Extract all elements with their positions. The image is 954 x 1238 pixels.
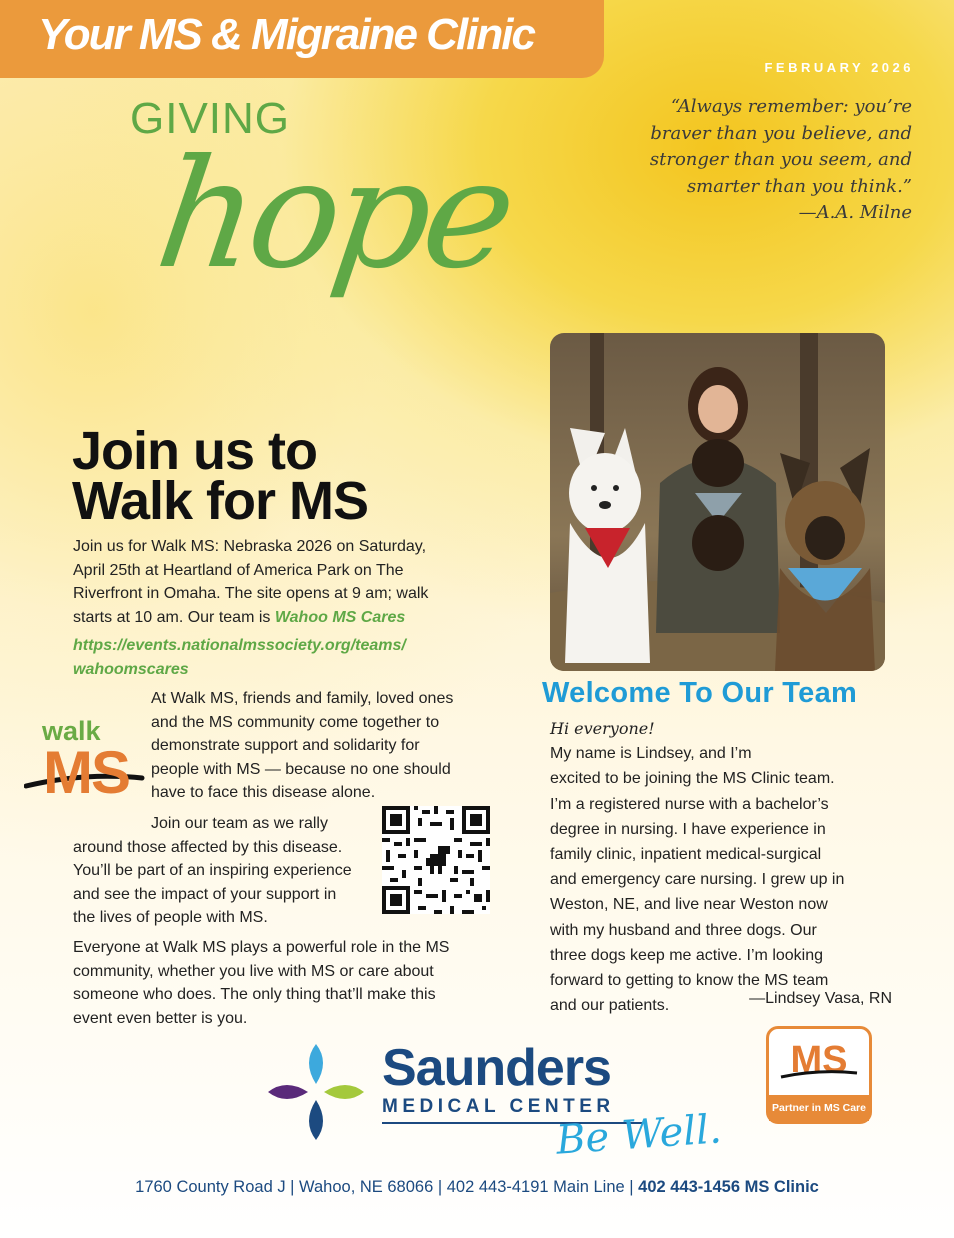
bio-line: three dogs keep me active. I’m looking xyxy=(550,946,824,964)
quote-block xyxy=(612,94,912,227)
quote-line: “Always remember: you’re xyxy=(670,96,912,117)
paragraph-line: the lives of people with MS. xyxy=(73,909,268,926)
url-line: wahoomscares xyxy=(73,660,189,678)
walk-paragraph xyxy=(151,687,453,805)
footer-contact xyxy=(0,1178,954,1197)
walk-headline xyxy=(72,421,369,531)
walk-logo-ms: MS xyxy=(43,739,129,806)
bio-line: and our patients. xyxy=(550,997,670,1015)
bio-line: excited to be joining the MS Clinic team. xyxy=(550,770,835,788)
be-well-tagline: Be Well. xyxy=(554,1106,724,1164)
intro-line: April 25th at Heartland of America Park on The xyxy=(73,561,404,579)
quote-line: braver than you believe, and xyxy=(650,122,912,144)
welcome-heading: Welcome To Our Team xyxy=(542,677,858,709)
paragraph-line: and see the impact of your support in xyxy=(73,885,337,903)
headline-line: Walk for MS xyxy=(72,471,369,531)
partner-ms-logo: MS xyxy=(790,1039,848,1081)
paragraph-line: You’ll be part of an inspiring experience xyxy=(73,862,352,879)
paragraph-line: demonstrate support and solidarity for xyxy=(151,737,420,754)
bio-line xyxy=(550,716,844,766)
footer-address: 1760 County Road J | Wahoo, NE 68066 | 402 443-4191 Main Line | xyxy=(135,1178,639,1196)
paragraph-line: community, whether you live with MS or care about xyxy=(73,962,434,980)
bio-line: Weston, NE, and live near Weston now xyxy=(550,896,828,914)
bio-line: family clinic, inpatient medical-surgical xyxy=(550,846,822,864)
closing-paragraph xyxy=(73,936,449,1030)
saunders-name: Saunders xyxy=(382,1039,611,1097)
footer-clinic-phone[interactable]: 402 443-1456 MS Clinic xyxy=(638,1178,819,1196)
bio-line: I’m a registered nurse with a bachelor’s xyxy=(550,795,829,813)
qr-code-icon[interactable] xyxy=(382,806,490,914)
intro-line xyxy=(73,606,473,630)
bio-line: and emergency care nursing. I grew up in xyxy=(550,871,845,889)
saunders-logo-icon xyxy=(264,1040,368,1144)
bio-signature: —Lindsey Vasa, RN xyxy=(749,990,892,1007)
paragraph-line: around those affected by this disease. xyxy=(73,838,343,856)
paragraph-line: someone who does. The only thing that’ll make this xyxy=(73,986,436,1003)
intro-line: Join us for Walk MS: Nebraska 2026 on Saturday, xyxy=(73,538,427,555)
url-line: https://events.nationalmssociety.org/teams/ xyxy=(73,637,406,654)
team-url-link[interactable] xyxy=(73,634,406,681)
saunders-wordmark xyxy=(382,1039,615,1118)
quote-line: stronger than you seem, and xyxy=(649,149,912,170)
paragraph-line: Join our team as we rally xyxy=(151,815,328,832)
partner-label: Partner in MS Care xyxy=(769,1095,869,1121)
bio-greeting: Hi everyone! xyxy=(550,719,655,738)
intro-line: Riverfront in Omaha. The site opens at 9 am; walk xyxy=(73,585,429,602)
bio-paragraph xyxy=(550,716,844,1018)
paragraph-line: event even better is you. xyxy=(73,1009,248,1027)
intro-line-text: starts at 10 am. Our team is xyxy=(73,608,275,626)
team-photo xyxy=(550,333,885,671)
hero-giving: GIVING xyxy=(130,94,291,143)
hero-hope: hope xyxy=(147,128,520,302)
issue-date: FEBRUARY 2026 xyxy=(764,60,914,75)
team-name: Wahoo MS Cares xyxy=(274,608,406,626)
paragraph-line: At Walk MS, friends and family, loved ones xyxy=(151,690,454,707)
paragraph-line: people with MS — because no one should xyxy=(151,760,451,778)
intro-paragraph xyxy=(73,535,473,629)
bio-line: forward to getting to know the MS team xyxy=(550,972,829,990)
headline-line: Join us to xyxy=(72,421,317,481)
paragraph-line: Everyone at Walk MS plays a powerful role in the MS xyxy=(73,939,450,956)
quote-author: —A.A. Milne xyxy=(798,202,912,223)
walk-logo-word: walk xyxy=(42,716,101,746)
paragraph-line: have to face this disease alone. xyxy=(151,784,376,801)
bio-line: degree in nursing. I have experience in xyxy=(550,820,826,838)
bio-line: with my husband and three dogs. Our xyxy=(550,921,817,939)
saunders-sub: MEDICAL CENTER xyxy=(382,1096,615,1117)
partner-swoosh xyxy=(779,1067,859,1081)
partner-in-ms-care-badge xyxy=(766,1026,872,1124)
bio-line-text: My name is Lindsey, and I’m xyxy=(550,745,752,763)
paragraph-line: and the MS community come together to xyxy=(151,713,440,731)
join-paragraph xyxy=(73,812,352,930)
newsletter-title: Your MS & Migraine Clinic xyxy=(38,10,534,59)
quote-line: smarter than you think.” xyxy=(686,175,912,197)
